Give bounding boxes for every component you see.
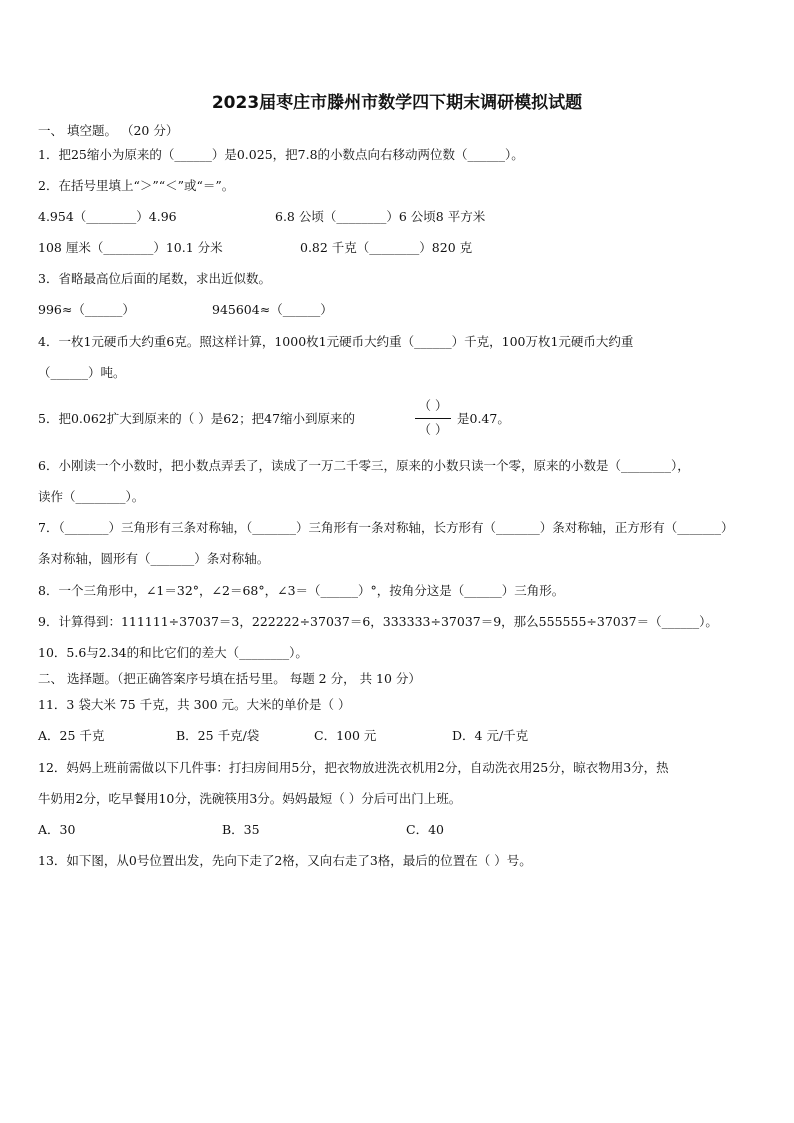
question-6-line-2: 读作（________）。 xyxy=(38,489,145,504)
question-12-line-1: 12．妈妈上班前需做以下几件事：打扫房间用5分，把衣物放进洗衣机用2分，自动洗衣用25分，晾衣物用3分，热 xyxy=(38,760,669,775)
question-3: 3．省略最高位后面的尾数，求出近似数。 xyxy=(38,271,271,286)
question-2-item-1: 4.954（________）4.96 xyxy=(38,209,177,224)
question-7-line-2: 条对称轴，圆形有（_______）条对称轴。 xyxy=(38,551,270,566)
question-12-option-b: B．35 xyxy=(222,822,260,837)
question-4-line-2: （______）吨。 xyxy=(38,365,126,380)
question-11-option-b: B．25 千克/袋 xyxy=(176,728,260,743)
question-4-line-1: 4．一枚1元硬币大约重6克。照这样计算，1000枚1元硬币大约重（______）千克，100万枚1元硬币大约重 xyxy=(38,334,634,349)
question-3-item-2: 945604≈（______） xyxy=(212,302,333,317)
question-12-option-c: C．40 xyxy=(406,822,444,837)
question-2-item-2: 6.8 公顷（________）6 公顷8 平方米 xyxy=(275,209,486,224)
question-11-option-a: A．25 千克 xyxy=(38,728,105,743)
question-1: 1．把25缩小为原来的（______）是0.025，把7.8的小数点向右移动两位数（______）。 xyxy=(38,147,524,162)
question-12-option-a: A．30 xyxy=(38,822,76,837)
question-2-item-4: 0.82 千克（________）820 克 xyxy=(300,240,473,255)
question-5-fraction xyxy=(411,396,455,442)
question-11-option-d: D．4 元/千克 xyxy=(452,728,529,743)
fraction-bar xyxy=(415,418,451,419)
section-multiple-choice-heading: 二、 选择题。（把正确答案序号填在括号里。 每题 2 分， 共 10 分） xyxy=(38,671,421,686)
question-8: 8．一个三角形中，∠1＝32°，∠2＝68°，∠3＝（______）°，按角分这是（______）三角形。 xyxy=(38,583,565,598)
question-7-line-1: 7．（_______）三角形有三条对称轴，（_______）三角形有一条对称轴，长方形有（_______）条对称轴，正方形有（_______） xyxy=(38,520,734,535)
question-11: 11．3 袋大米 75 千克，共 300 元。大米的单价是（ ） xyxy=(38,697,351,712)
section-fill-blank-heading: 一、 填空题。 （20 分） xyxy=(38,123,179,138)
question-10: 10．5.6与2.34的和比它们的差大（________）。 xyxy=(38,645,308,660)
question-5-part-2: 是0.47。 xyxy=(457,411,510,426)
question-2: 2．在括号里填上“＞”“＜”或“＝”。 xyxy=(38,178,235,193)
question-6-line-1: 6．小刚读一个小数时，把小数点弄丢了，读成了一万二千零三，原来的小数只读一个零，原来的小数是（________）， xyxy=(38,458,690,473)
fraction-numerator: （ ） xyxy=(418,398,448,413)
question-13: 13．如下图，从0号位置出发，先向下走了2格，又向右走了3格，最后的位置在（ ）号。 xyxy=(38,853,532,868)
question-5-part-1: 5．把0.062扩大到原来的（ ）是62；把47缩小到原来的 xyxy=(38,411,356,426)
question-11-option-c: C．100 元 xyxy=(314,728,377,743)
question-9: 9．计算得到：111111÷37037＝3，222222÷37037＝6，333333÷37037＝9，那么555555÷37037＝（______）。 xyxy=(38,614,718,629)
question-2-item-3: 108 厘米（________）10.1 分米 xyxy=(38,240,223,255)
question-3-item-1: 996≈（______） xyxy=(38,302,135,317)
page-title: 2023届枣庄市滕州市数学四下期末调研模拟试题 xyxy=(211,93,583,113)
question-12-line-2: 牛奶用2分，吃早餐用10分，洗碗筷用3分。妈妈最短（ ）分后可出门上班。 xyxy=(38,791,462,806)
fraction-denominator: （ ） xyxy=(418,422,448,437)
